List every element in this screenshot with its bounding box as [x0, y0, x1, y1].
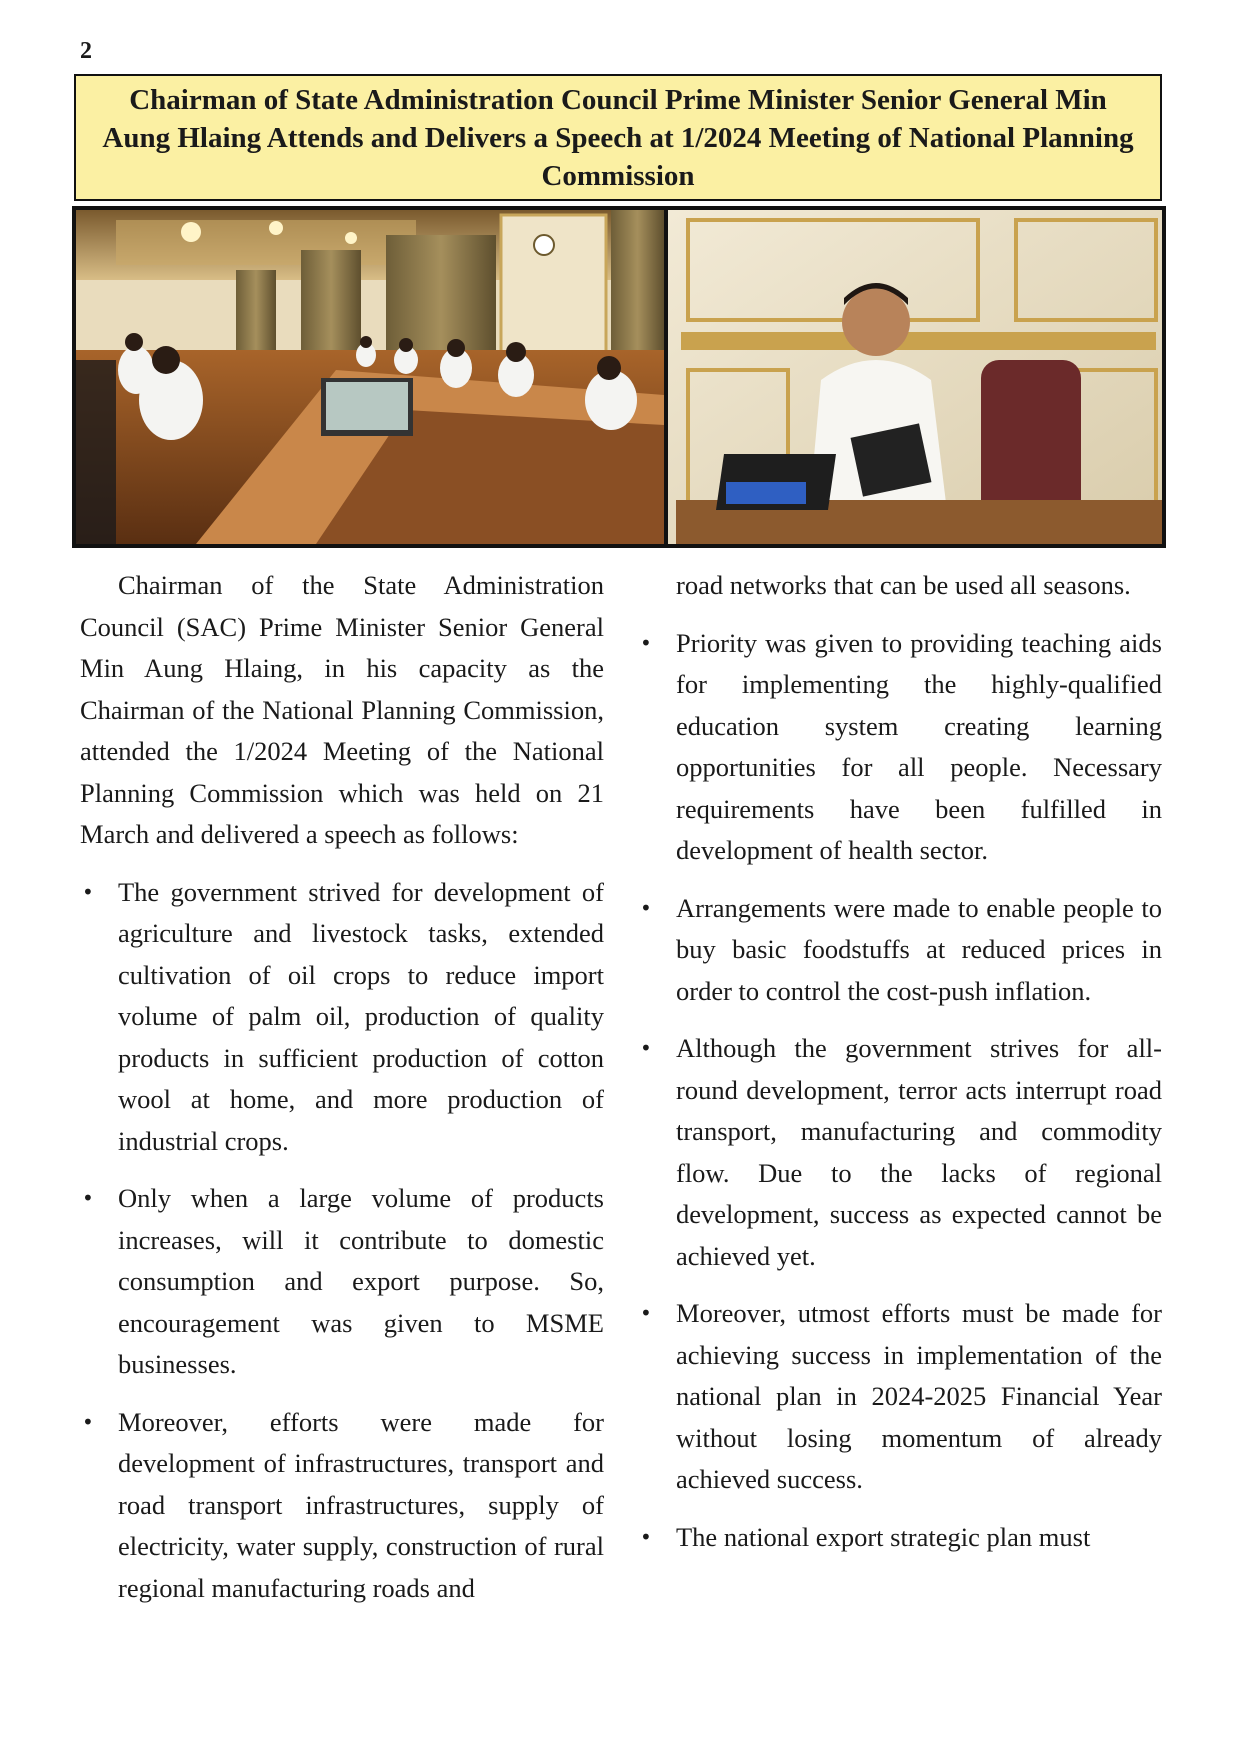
meeting-hall-photo-icon	[76, 210, 664, 544]
bullet-item: • Priority was given to providing teaching aids for implementing the highly-qualified education system creating learning opportunities for all people. Necessary requirements have been fulfilled in development of health sector.	[638, 623, 1162, 872]
bullet-item: • Moreover, efforts were made for development of infrastructures, transport and road transport infrastructures, supply of electricity, water supply, construction of rural regional manufacturing roads and	[80, 1402, 604, 1610]
bullet-item: • Moreover, utmost efforts must be made for achieving success in implementation of the national plan in 2024-2025 Financial Year without losing momentum of already achieved success.	[638, 1293, 1162, 1501]
bullet-item: • The national export strategic plan must	[638, 1517, 1162, 1559]
left-column	[80, 565, 604, 1609]
continued-paragraph: road networks that can be used all seasons.	[676, 570, 1131, 600]
right-column	[638, 565, 1162, 1558]
article-photo	[76, 210, 1162, 544]
page-number: 2	[80, 38, 92, 64]
intro-paragraph: Chairman of the State Administration Council (SAC) Prime Minister Senior General Min Aung Hlaing, in his capacity as the Chairman of the National Planning Commission, attended the 1/2024 Meeting of the National Planning Commission which was held on 21 March and delivered a speech as follows:	[80, 570, 604, 849]
photo-frame	[72, 206, 1166, 548]
bullet-item: • The government strived for development of agriculture and livestock tasks, extended cultivation of oil crops to reduce import volume of palm oil, production of quality products in sufficient production of cotton wool at home, and more production of industrial crops.	[80, 872, 604, 1163]
title-box	[74, 74, 1162, 201]
speaker-photo-icon	[668, 210, 1162, 544]
bullet-item: • Although the government strives for all-round development, terror acts interrupt road transport, manufacturing and commodity flow. Due to the lacks of regional development, success as expected cannot be achieved yet.	[638, 1028, 1162, 1277]
bullet-item: • Arrangements were made to enable people to buy basic foodstuffs at reduced prices in order to control the cost-push inflation.	[638, 888, 1162, 1013]
article-title: Chairman of State Administration Council Prime Minister Senior General Min Aung Hlaing Attends and Delivers a Speech at 1/2024 Meeting of National Planning Commission	[102, 83, 1134, 192]
bullet-item: • Only when a large volume of products increases, will it contribute to domestic consumption and export purpose. So, encouragement was given to MSME businesses.	[80, 1178, 604, 1386]
